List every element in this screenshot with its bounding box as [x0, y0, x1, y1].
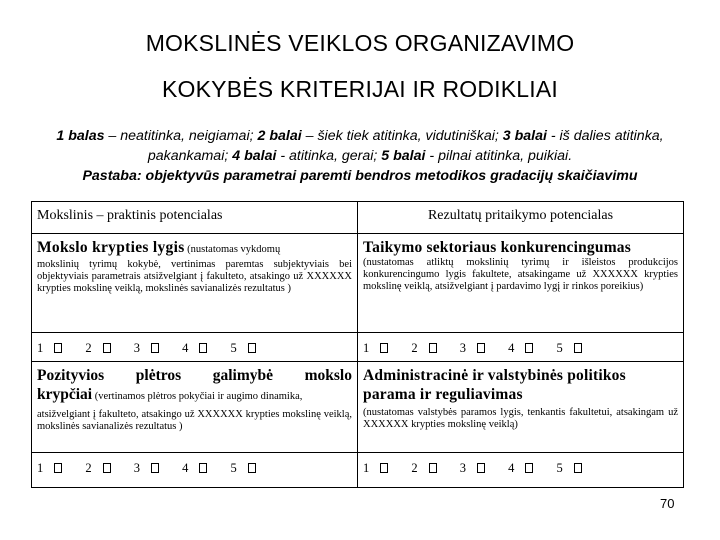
page-title-line-1: MOKSLINĖS VEIKLOS ORGANIZAVIMO: [145, 30, 575, 56]
checkbox-icon[interactable]: [54, 343, 62, 353]
checkbox-icon[interactable]: [525, 343, 533, 353]
score-option[interactable]: 4: [182, 461, 217, 475]
rating-legend: [20, 126, 700, 186]
criterion-note: (nustatomas vykdomų: [184, 244, 281, 255]
score-option[interactable]: 3: [460, 461, 495, 475]
col2-header: Rezultatų pritaikymo potencialas: [358, 202, 684, 234]
score-row-2: [32, 453, 684, 488]
criterion-description: mokslinių tyrimų kokybė, vertinimas paremtas subjektyviais bei objektyviais parametrais atsižvelgiant į fakulteto, atsakingo už XXXXXX krypties mokslinę veiklą, mokslinės savianalizės rezultatus ): [37, 259, 352, 295]
checkbox-icon[interactable]: [199, 343, 207, 353]
legend-score-4-text: - atitinka, gerai;: [276, 148, 382, 164]
score-option[interactable]: 1: [37, 461, 72, 475]
legend-score-5-text: - pilnai atitinka, puikiai.: [425, 148, 573, 164]
criteria-table: [31, 201, 684, 488]
score-option[interactable]: 4: [182, 341, 217, 355]
score-option[interactable]: 2: [85, 461, 120, 475]
criterion-note: (vertinamos plėtros pokyčiai ir augimo dinamika,: [92, 391, 303, 402]
col1-header: Mokslinis – praktinis potencialas: [32, 202, 358, 234]
score-option[interactable]: 1: [37, 341, 72, 355]
score-option[interactable]: 5: [557, 461, 592, 475]
score-option[interactable]: 1: [363, 341, 398, 355]
score-scale-right-2: [358, 453, 684, 488]
criterion-sector-competitiveness: [358, 234, 684, 333]
legend-score-4: 4 balai: [232, 148, 277, 164]
score-scale-right-1: [358, 333, 684, 362]
page-number: 70: [660, 496, 675, 511]
criterion-description: (nustatomas atliktų mokslinių tyrimų ir išleistos produkcijos konkurencingumo lygis fakultete, atsakingame už XXXXXX krypties mokslinę veiklą, atsižvelgiant į pardavimo lygį ir rinkos poreikius): [363, 257, 678, 293]
checkbox-icon[interactable]: [151, 463, 159, 473]
score-option[interactable]: 3: [460, 341, 495, 355]
criterion-title: Taikymo sektoriaus konkurencingumas: [363, 239, 631, 256]
checkbox-icon[interactable]: [151, 343, 159, 353]
score-scale-left-2: [32, 453, 358, 488]
criterion-title: Administracinė ir valstybinės politikos parama ir reguliavimas: [363, 367, 626, 403]
score-option[interactable]: 5: [231, 461, 266, 475]
legend-note: Pastaba: objektyvūs parametrai paremti bendros metodikos gradacijų skaičiavimu: [82, 168, 638, 184]
checkbox-icon[interactable]: [477, 343, 485, 353]
checkbox-icon[interactable]: [429, 343, 437, 353]
criterion-science-direction-level: [32, 234, 358, 333]
criterion-description: (nustatomas valstybės paramos lygis, tenkantis fakultetui, atsakingam už XXXXXX krypties mokslinę veiklą): [363, 407, 678, 431]
checkbox-icon[interactable]: [429, 463, 437, 473]
checkbox-icon[interactable]: [574, 343, 582, 353]
legend-score-1: 1 balas: [56, 128, 105, 144]
score-option[interactable]: 2: [85, 341, 120, 355]
criterion-description: atsižvelgiant į fakulteto, atsakingo už XXXXXX krypties mokslinę veiklą, mokslinės savianalizės rezultatus ): [37, 409, 352, 433]
legend-score-5: 5 balai: [381, 148, 426, 164]
table-header-row: [32, 202, 684, 234]
score-option[interactable]: 1: [363, 461, 398, 475]
criterion-title: Pozityvios plėtros galimybė mokslo krypčiai: [37, 367, 352, 403]
checkbox-icon[interactable]: [248, 463, 256, 473]
checkbox-icon[interactable]: [380, 343, 388, 353]
criterion-title: Mokslo krypties lygis: [37, 239, 185, 256]
score-option[interactable]: 3: [134, 341, 169, 355]
score-option[interactable]: 4: [508, 341, 543, 355]
page-title-line-2: KOKYBĖS KRITERIJAI IR RODIKLIAI: [161, 76, 559, 102]
score-option[interactable]: 4: [508, 461, 543, 475]
legend-score-1-text: – neatitinka, neigiamai;: [104, 128, 258, 144]
score-option[interactable]: 2: [411, 461, 446, 475]
score-option[interactable]: 3: [134, 461, 169, 475]
checkbox-icon[interactable]: [199, 463, 207, 473]
score-option[interactable]: 5: [231, 341, 266, 355]
criteria-row-2: [32, 362, 684, 453]
checkbox-icon[interactable]: [54, 463, 62, 473]
checkbox-icon[interactable]: [380, 463, 388, 473]
legend-score-3: 3 balai: [502, 128, 547, 144]
score-scale-left-1: [32, 333, 358, 362]
checkbox-icon[interactable]: [103, 343, 111, 353]
checkbox-icon[interactable]: [525, 463, 533, 473]
score-option[interactable]: 5: [557, 341, 592, 355]
criteria-row-1: [32, 234, 684, 333]
legend-score-2: 2 balai: [257, 128, 302, 144]
checkbox-icon[interactable]: [477, 463, 485, 473]
legend-score-3-text: - iš dalies atitinka, pakankamai;: [147, 128, 664, 164]
legend-score-2-text: – šiek tiek atitinka, vidutiniškai;: [301, 128, 503, 144]
score-option[interactable]: 2: [411, 341, 446, 355]
checkbox-icon[interactable]: [103, 463, 111, 473]
criterion-positive-development: [32, 362, 358, 453]
checkbox-icon[interactable]: [248, 343, 256, 353]
criterion-administrative-support: [358, 362, 684, 453]
score-row-1: [32, 333, 684, 362]
checkbox-icon[interactable]: [574, 463, 582, 473]
